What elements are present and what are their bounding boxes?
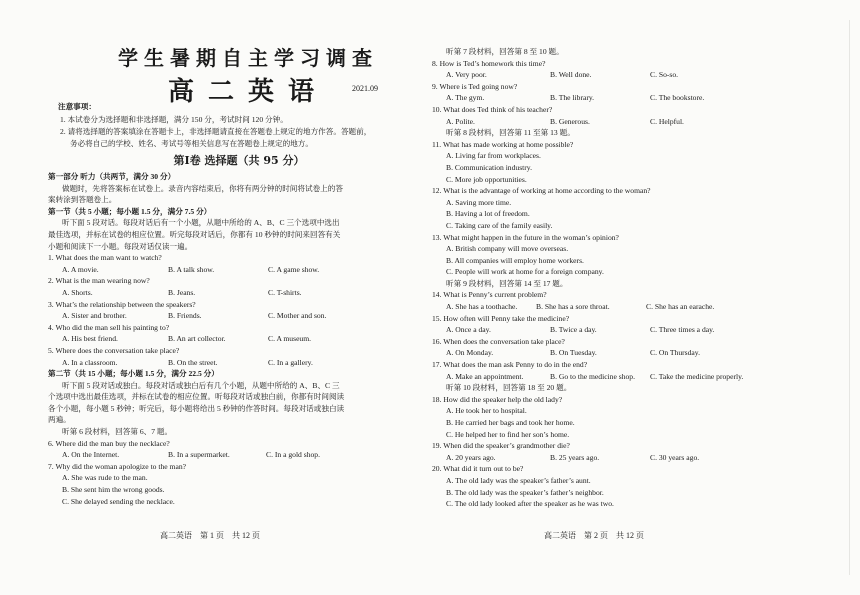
option: C. People will work at home for a foreign company.	[446, 267, 604, 277]
question: 17. What does the man ask Penny to do in the end?	[432, 360, 588, 370]
option: C. She has an earache.	[646, 302, 715, 312]
option: C. 30 years ago.	[650, 452, 700, 462]
option: A. She was rude to the man.	[62, 473, 148, 483]
option: C. The bookstore.	[650, 93, 705, 103]
exam-title: 学生暑期自主学习调查	[118, 46, 378, 70]
question: 9. Where is Ted going now?	[432, 81, 518, 91]
question: 10. What does Ted think of his teacher?	[432, 104, 553, 114]
option: B. On Tuesday.	[550, 348, 597, 358]
option: B. Communication industry.	[446, 162, 532, 172]
option: A. On Monday.	[446, 348, 494, 358]
option: C. Taking care of the family easily.	[446, 220, 553, 230]
question: 1. What does the man want to watch?	[48, 253, 162, 263]
option: A. A movie.	[62, 264, 99, 274]
option: A. Saving more time.	[446, 197, 512, 207]
question: 4. Who did the man sell his painting to?	[48, 322, 170, 332]
instruction: 小题和阅读下一小题。每段对话仅读一遍。	[48, 241, 193, 251]
instruction: 个选项中选出最佳选项，并标在试卷的相应位置。听每段对话或独白前，你都有时间阅读	[48, 392, 345, 402]
option: B. Go to the medicine shop.	[550, 371, 635, 381]
option: C. So-so.	[650, 70, 679, 80]
question: 19. When did the speaker’s grandmother die?	[432, 441, 570, 451]
option: C. Mother and son.	[268, 311, 327, 321]
material-note: 听第 9 段材料，回答第 14 至 17 题。	[446, 278, 568, 288]
question: 5. Where does the conversation take place?	[48, 345, 180, 355]
option: B. On the street.	[168, 357, 218, 367]
option: B. Friends.	[168, 311, 202, 321]
option: C. On Thursday.	[650, 348, 700, 358]
option: C. In a gold shop.	[266, 450, 320, 460]
question: 12. What is the advantage of working at home according to the woman?	[432, 186, 651, 196]
question: 11. What has made working at home possible?	[432, 139, 574, 149]
option: C. Three times a day.	[650, 325, 715, 335]
option: A. The gym.	[446, 93, 485, 103]
material-note: 听第 7 段材料，回答第 8 至 10 题。	[446, 47, 564, 56]
option-row	[432, 92, 832, 104]
option: A. She has a toothache.	[446, 302, 518, 312]
option: C. Helpful.	[650, 116, 684, 126]
option: C. In a gallery.	[268, 357, 313, 367]
question: 7. Why did the woman apologize to the man?	[48, 461, 186, 471]
option: A. The old lady was the speaker’s father’s aunt.	[446, 475, 591, 485]
instruction: 做题时，先将答案标在试卷上。录音内容结束后，你将有两分钟的时间将试卷上的答	[62, 183, 343, 193]
material-note: 听第 8 段材料，回答第 11 至第 13 题。	[446, 128, 575, 138]
option-row	[48, 264, 408, 276]
option: C. She delayed sending the necklace.	[62, 496, 175, 506]
option-row	[432, 452, 832, 464]
subsection-heading: 第二节（共 15 小题；每小题 1.5 分，满分 22.5 分）	[48, 369, 219, 379]
option-row	[432, 324, 832, 336]
option: A. Polite.	[446, 116, 475, 126]
right-content	[432, 46, 832, 510]
part-heading: 第一部分 听力（共两节，满分 30 分）	[48, 172, 176, 181]
notice-item: 2. 请将选择题的答案填涂在答题卡上，非选择题请直接在答题卷上规定的地方作答。答题前，	[60, 127, 372, 136]
option: C. More job opportunities.	[446, 174, 527, 184]
option: C. A museum.	[268, 334, 312, 344]
option: B. The library.	[550, 93, 595, 103]
option-row	[432, 371, 832, 383]
option: A. On the Internet.	[62, 450, 120, 460]
instruction: 各个小题，每小题 5 秒钟；听完后，每小题将给出 5 秒钟的作答时间。每段对话或独白读	[48, 403, 345, 413]
option: C. T-shirts.	[268, 287, 302, 297]
option-row	[48, 333, 408, 345]
question: 18. How did the speaker help the old lady?	[432, 394, 563, 404]
question: 15. How often will Penny take the medicine?	[432, 313, 570, 323]
option: A. Sister and brother.	[62, 311, 127, 321]
option-row	[432, 69, 832, 81]
question: 2. What is the man wearing now?	[48, 276, 150, 286]
option-row	[48, 310, 408, 322]
option: B. All companies will employ home workers.	[446, 255, 584, 265]
page-footer: 高二英语 第 1 页 共 12 页	[160, 531, 260, 540]
option: B. A talk show.	[168, 264, 215, 274]
instruction: 案转涂到答题卷上。	[48, 195, 117, 205]
instruction: 两遍。	[48, 415, 71, 425]
question: 16. When does the conversation take place?	[432, 336, 565, 346]
section-heading: 第Ⅰ卷 选择题（共 95 分）	[173, 154, 305, 167]
question: 3. What’s the relationship between the speakers?	[48, 299, 196, 309]
option-row	[48, 287, 408, 299]
option: A. Living far from workplaces.	[446, 151, 541, 161]
option: A. British company will move overseas.	[446, 244, 569, 254]
option: B. In a supermarket.	[168, 450, 230, 460]
option: A. His best friend.	[62, 334, 118, 344]
option: B. She sent him the wrong goods.	[62, 485, 165, 495]
option: C. The old lady looked after the speaker as he was two.	[446, 499, 614, 509]
option: A. In a classroom.	[62, 357, 118, 367]
option: B. Well done.	[550, 70, 592, 80]
subsection-heading: 第一节（共 5 小题；每小题 1.5 分，满分 7.5 分）	[48, 206, 212, 216]
question: 6. Where did the man buy the necklace?	[48, 438, 170, 448]
option: B. The old lady was the speaker’s father’s neighbor.	[446, 487, 604, 497]
option: C. Take the medicine properly.	[650, 371, 744, 381]
option-row	[432, 347, 832, 359]
exam-date: 2021.09	[352, 84, 378, 93]
option: A. He took her to hospital.	[446, 406, 527, 416]
page-edge	[849, 20, 850, 575]
option: C. He helped her to find her son’s home.	[446, 429, 570, 439]
option-row	[48, 449, 408, 461]
option: A. 20 years ago.	[446, 452, 496, 462]
option: B. An art collector.	[168, 334, 226, 344]
question: 20. What did it turn out to be?	[432, 464, 524, 474]
notice-item: 1. 本试卷分为选择题和非选择题，满分 150 分，考试时间 120 分钟。	[60, 115, 288, 124]
material-note: 听第 10 段材料，回答第 18 至 20 题。	[446, 383, 572, 393]
option: B. Generous.	[550, 116, 590, 126]
option: B. Jeans.	[168, 287, 196, 297]
option: A. Make an appointment.	[446, 371, 524, 381]
notice-heading: 注意事项：	[58, 102, 96, 111]
option: B. 25 years ago.	[550, 452, 600, 462]
option: B. She has a sore throat.	[536, 302, 610, 312]
notice-item: 务必将自己的学校、姓名、考试号等相关信息写在答题卷上规定的地方。	[70, 139, 313, 148]
question: 8. How is Ted’s homework this time?	[432, 58, 546, 68]
instruction: 听下面 5 段对话。每段对话后有一个小题，从题中所给的 A、B、C 三个选项中选出	[62, 218, 340, 228]
instruction: 听下面 5 段对话或独白。每段对话或独白后有几个小题，从题中所给的 A、B、C 三	[62, 380, 340, 390]
option: B. He carried her bags and took her home.	[446, 418, 575, 427]
subject-title: 高二英语	[167, 77, 328, 107]
option: A. Once a day.	[446, 325, 491, 335]
option-row	[432, 116, 832, 128]
option-row	[432, 301, 832, 313]
instruction: 最佳选项，并标在试卷的相应位置。听完每段对话后，你都有 10 秒钟的时间来回答有关	[48, 229, 341, 239]
left-content	[48, 171, 408, 507]
option: A. Very poor.	[446, 70, 487, 80]
question: 13. What might happen in the future in the woman’s opinion?	[432, 232, 619, 242]
question: 14. What is Penny’s current problem?	[432, 290, 547, 300]
material-note: 听第 6 段材料，回答第 6、7 题。	[62, 427, 173, 437]
option: B. Having a lot of freedom.	[446, 209, 530, 219]
page-footer: 高二英语 第 2 页 共 12 页	[544, 531, 644, 540]
option: A. Shorts.	[62, 287, 93, 297]
option-row	[48, 357, 408, 369]
option: C. A game show.	[268, 264, 320, 274]
option: B. Twice a day.	[550, 325, 597, 335]
